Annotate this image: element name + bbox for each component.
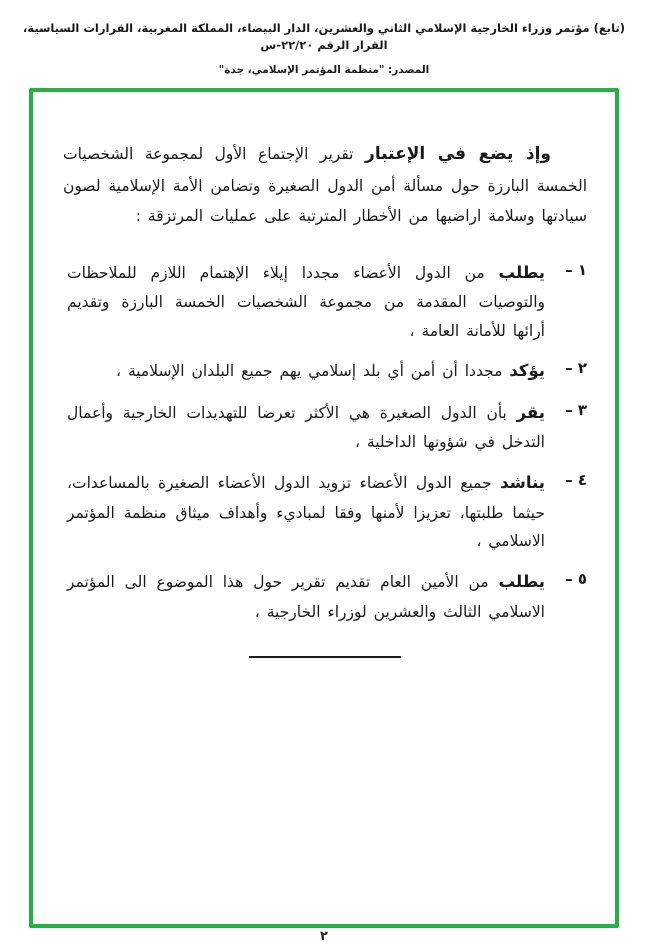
resolution-item bbox=[63, 356, 587, 387]
document-header bbox=[0, 0, 648, 76]
item-keyword: يطلب bbox=[498, 262, 545, 282]
page-number: ٢ bbox=[320, 929, 328, 944]
resolution-item bbox=[63, 398, 587, 457]
content-border-box bbox=[29, 88, 619, 928]
resolution-items-list bbox=[63, 258, 587, 627]
item-text bbox=[63, 567, 545, 626]
page-footer bbox=[0, 928, 648, 946]
resolution-item bbox=[63, 567, 587, 626]
item-body: مجددا أن أمن أي بلد إسلامي يهم جميع البلدان الإسلامية ، bbox=[116, 362, 510, 381]
item-number: ٢ – bbox=[565, 359, 587, 378]
item-number: ٣ – bbox=[565, 400, 587, 419]
item-text bbox=[63, 468, 545, 556]
intro-paragraph bbox=[63, 138, 587, 232]
intro-bold-phrase: وإذ يضع في الإعتبار bbox=[365, 144, 551, 164]
item-body: من الأمين العام تقديم تقرير حول هذا الموضوع الى المؤتمر الاسلامي الثالث والعشرين لوزراء الخارجية ، bbox=[67, 573, 545, 621]
item-number: ١ – bbox=[565, 260, 587, 279]
item-body: جميع الدول الأعضاء تزويد الدول الأعضاء الصغيرة بالمساعدات، حيثما طلبتها، تعزيزا لأمنها وفقا لمباديء وأهداف ميثاق منظمة المؤتمر الاسلامي ، bbox=[67, 474, 545, 551]
item-body: بأن الدول الصغيرة هي الأكثر تعرضا للتهديدات الخارجية وأعمال التدخل في شؤونها الداخلية ، bbox=[67, 403, 545, 452]
item-keyword: يطلب bbox=[498, 572, 545, 591]
item-keyword: يقر bbox=[516, 402, 545, 422]
item-number: ٤ – bbox=[565, 471, 587, 490]
header-source-line: المصدر: "منظمة المؤتمر الإسلامي، جدة" bbox=[218, 63, 430, 76]
intro-text: تقرير الإجتماع الأول لمجموعة الشخصيات الخمسة البارزة حول مسألة أمن الدول الصغيرة وتضامن الأمة الإسلامية لصون سيادتها وسلامة اراضيها من الأخطار المترتبة على عمليات المرتزقة : bbox=[63, 145, 587, 226]
item-text bbox=[63, 356, 545, 387]
item-body: من الدول الأعضاء مجددا إيلاء الإهتمام اللازم للملاحظات والتوصيات المقدمة من مجموعة الشخصيات الخمسة البارزة وتقديم أرائها للأمانة العامة ، bbox=[67, 263, 545, 340]
separator-line bbox=[249, 656, 401, 658]
item-text bbox=[63, 258, 545, 346]
item-text bbox=[63, 398, 545, 457]
item-number: ٥ – bbox=[565, 570, 587, 588]
resolution-item bbox=[63, 258, 587, 346]
header-title-line: (تابع) مؤتمر وزراء الخارجية الإسلامي الثاني والعشرين، الدار البيضاء، المملكة المغربية، القرارات السياسية، القرار الرقم ٢٢/٢٠-س bbox=[23, 21, 625, 53]
item-keyword: يؤكد bbox=[509, 361, 545, 381]
resolution-item bbox=[63, 468, 587, 556]
item-keyword: يناشد bbox=[500, 473, 545, 493]
